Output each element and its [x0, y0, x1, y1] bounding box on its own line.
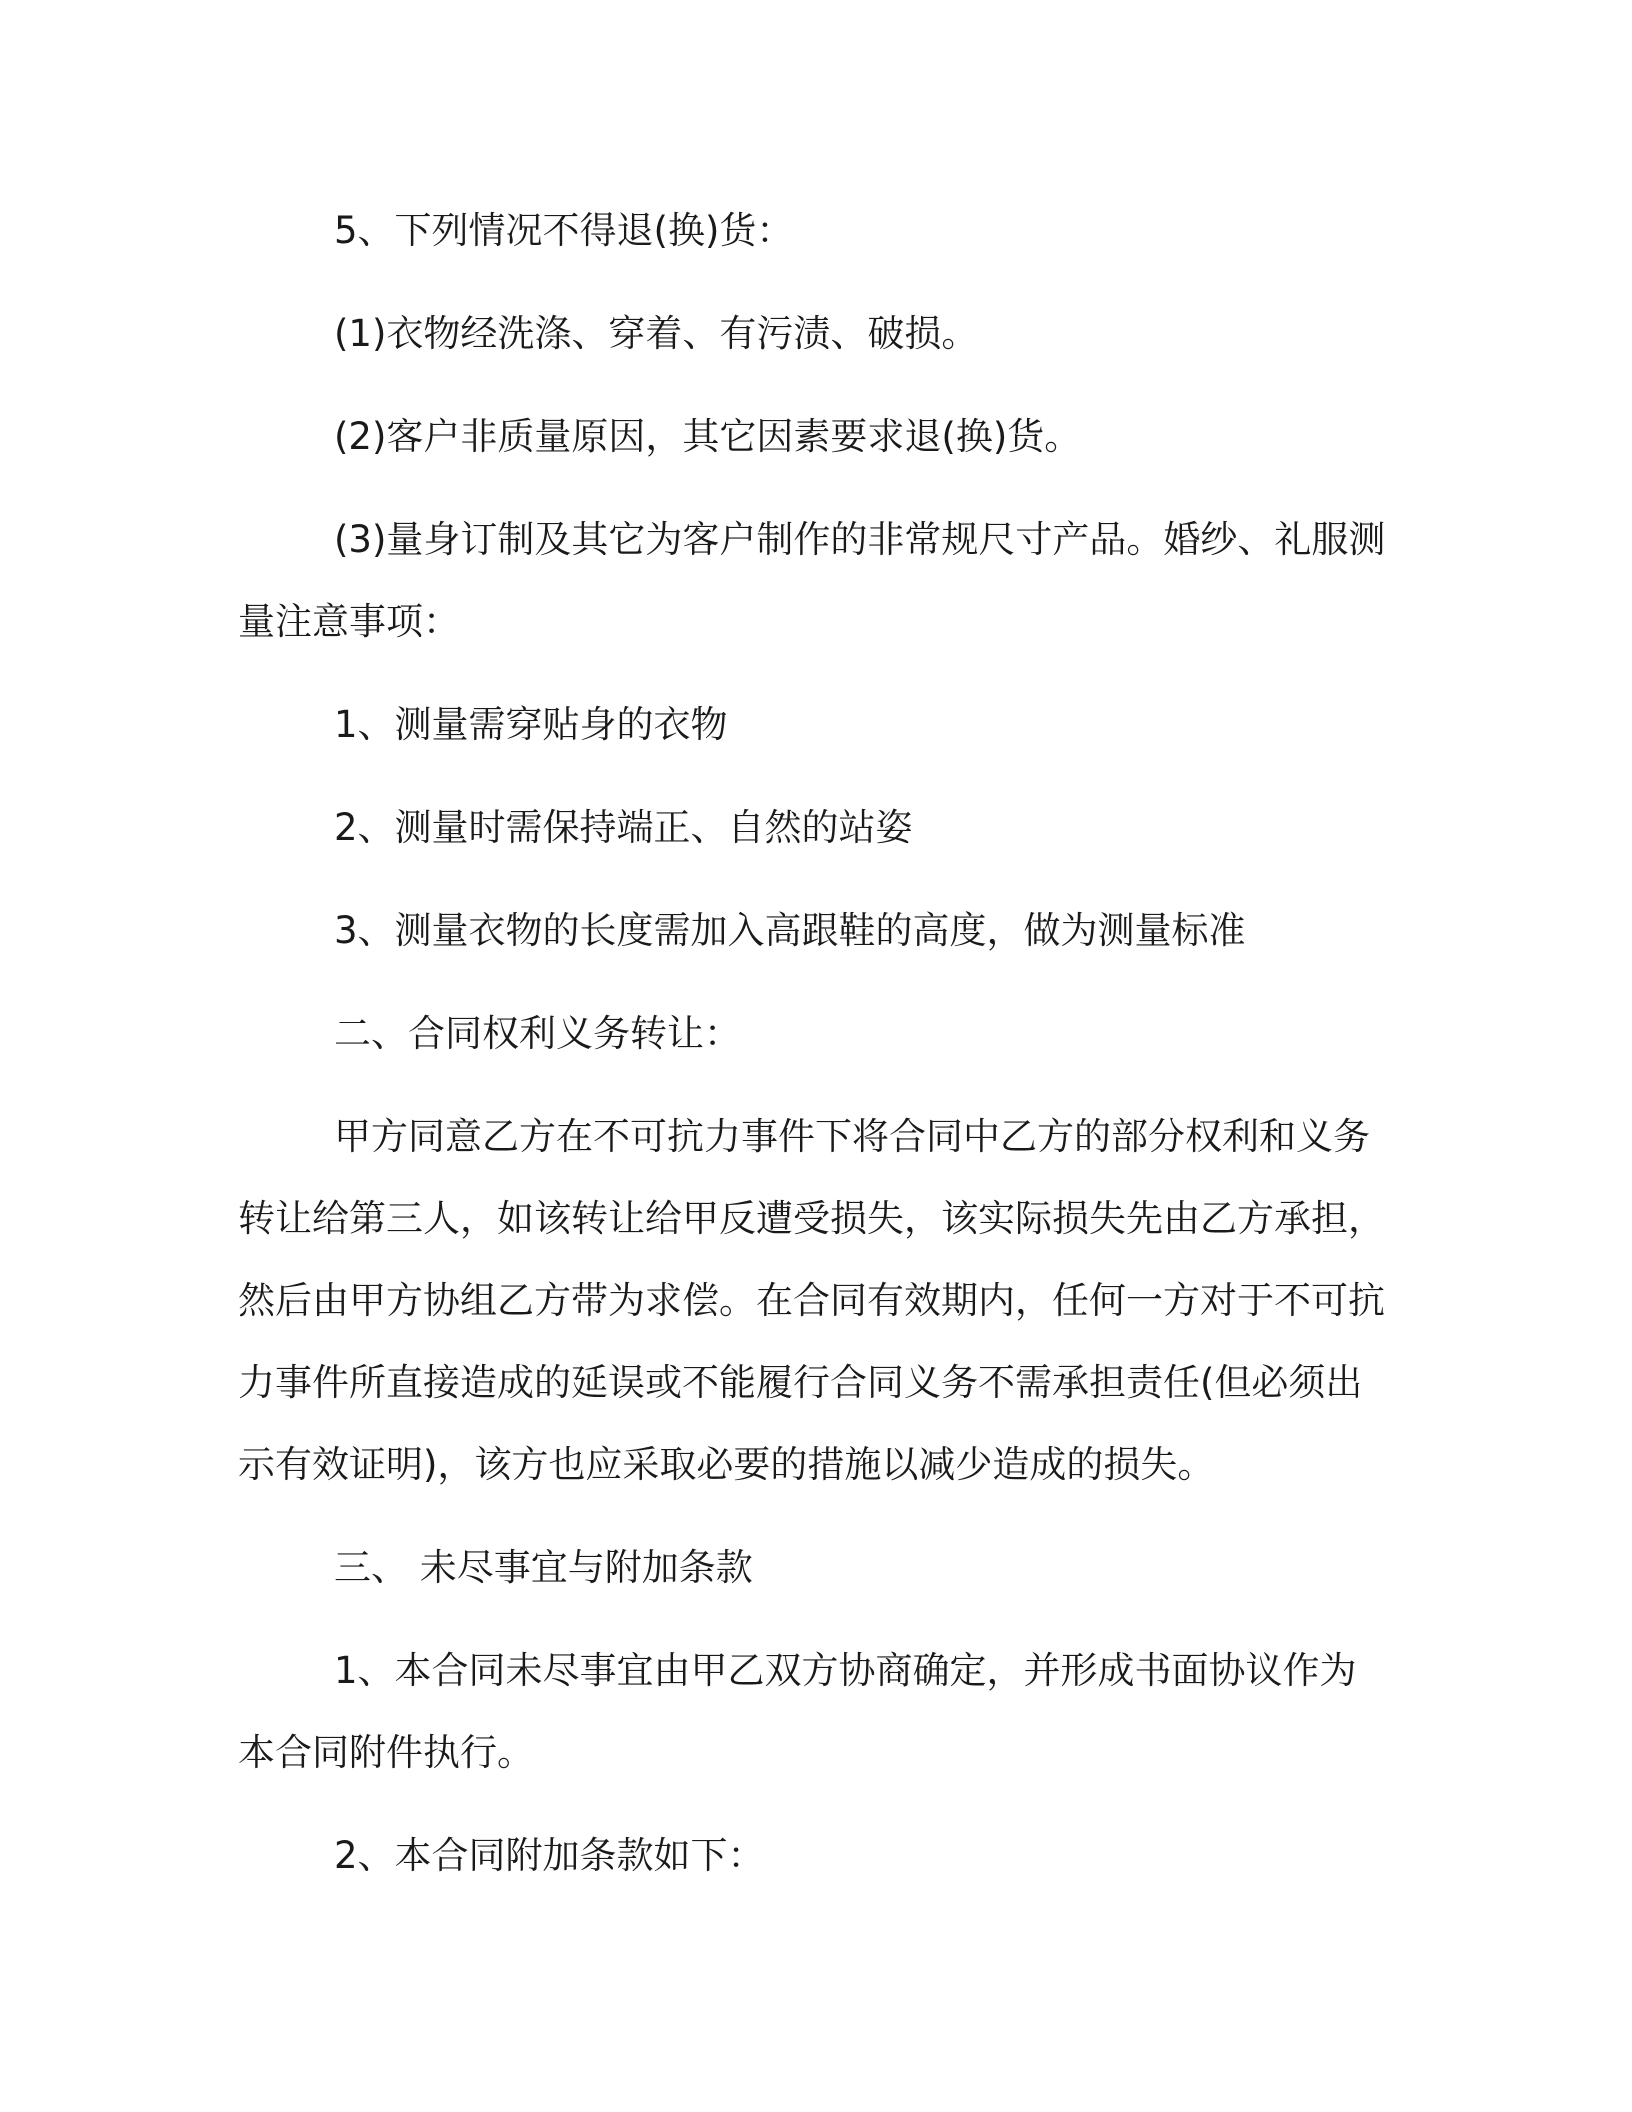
section-heading-rights-transfer: 二、合同权利义务转让：: [334, 1012, 741, 1055]
paragraph-exception-1: (1)衣物经洗涤、穿着、有污渍、破损。: [334, 312, 979, 355]
paragraph-return-exceptions-heading: 5、下列情况不得退(换)货：: [334, 209, 794, 252]
paragraph-measure-note-2: 2、测量时需保持端正、自然的站姿: [334, 806, 913, 849]
paragraph-measure-note-1: 1、测量需穿贴身的衣物: [334, 703, 728, 746]
paragraph-rights-transfer: 甲方同意乙方在不可抗力事件下将合同中乙方的部分权利和义务转让给第三人，如该转让给甲反遭受损失，该实际损失先由乙方承担，然后由甲方协组乙方带为求偿。在合同有效期内，任何一方对于不可抗力事件所直接造成的延误或不能履行合同义务不需承担责任(但必须出示有效证明)，该方也应采取必要的措施以减少造成的损失。: [238, 1115, 1385, 1486]
paragraph-supplementary-2: 2、本合同附加条款如下：: [334, 1834, 765, 1877]
document-body: [238, 190, 1393, 1918]
paragraph-supplementary-1: 1、本合同未尽事宜由甲乙双方协商确定，并形成书面协议作为本合同附件执行。: [238, 1649, 1357, 1774]
paragraph-exception-3: (3)量身订制及其它为客户制作的非常规尺寸产品。婚纱、礼服测量注意事项：: [238, 518, 1386, 643]
section-heading-supplementary: 三、 未尽事宜与附加条款: [334, 1546, 753, 1589]
paragraph-measure-note-3: 3、测量衣物的长度需加入高跟鞋的高度，做为测量标准: [334, 909, 1246, 952]
paragraph-exception-2: (2)客户非质量原因，其它因素要求退(换)货。: [334, 415, 1082, 458]
